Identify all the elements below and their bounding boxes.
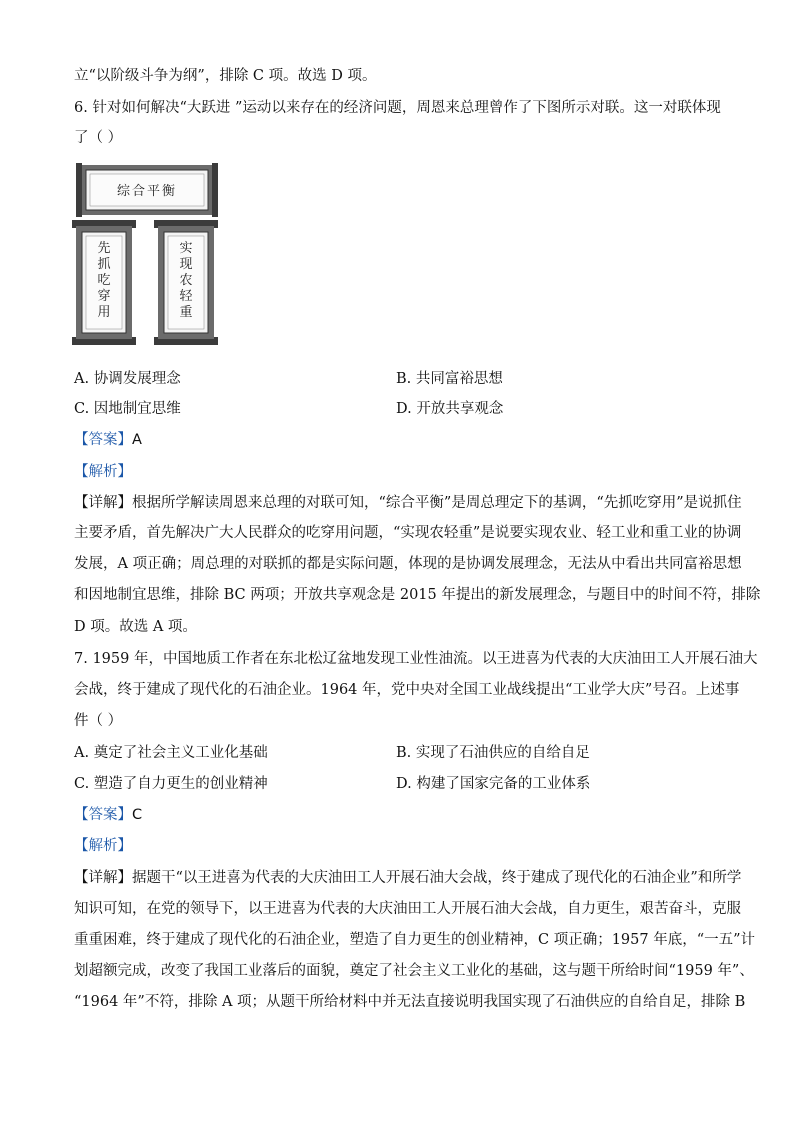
q6-detail-line-3: 发展，A 项正确；周总理的对联抓的都是实际问题，体现的是协调发展理念，无法从中看出共同富裕思想 xyxy=(74,556,742,572)
q7-stem-line-1: 7. 1959 年，中国地质工作者在东北松辽盆地发现工业性油流。以王进喜为代表的大庆油田工人开展石油大 xyxy=(74,651,758,667)
right-scroll-text-char: 实 xyxy=(179,241,193,256)
q7-answer xyxy=(74,805,142,825)
q7-detail-line-4: 划超额完成，改变了我国工业落后的面貌，奠定了社会主义工业化的基础，这与题干所给时间“1959 年”、 xyxy=(74,963,754,979)
q6-option-d: D. 开放共享观念 xyxy=(396,401,504,417)
right-scroll-text-char: 现 xyxy=(179,257,193,272)
q6-analysis-label: 【解析】 xyxy=(74,464,132,480)
q6-stem-line1: 6. 针对如何解决“大跃进 ”运动以来存在的经济问题，周恩来总理曾作了下图所示对联。这一对联体现 xyxy=(74,100,721,116)
q6-answer-value: A xyxy=(132,432,142,448)
horizontal-scroll-text: 综合平衡 xyxy=(116,184,178,199)
q7-option-a: A. 奠定了社会主义工业化基础 xyxy=(74,745,268,761)
right-scroll-text-char: 轻 xyxy=(179,289,193,304)
q6-detail-line-5: D 项。故选 A 项。 xyxy=(74,619,197,635)
q6-detail-line-1: 【详解】根据所学解读周恩来总理的对联可知，“综合平衡”是周总理定下的基调，“先抓吃穿用”是说抓住 xyxy=(74,495,742,511)
q7-detail-line-5: “1964 年”不符，排除 A 项；从题干所给材料中并无法直接说明我国实现了石油供应的自给自足，排除 B xyxy=(74,994,746,1010)
q7-option-d: D. 构建了国家完备的工业体系 xyxy=(396,776,591,792)
left-scroll-text xyxy=(97,240,110,320)
q6-stem-line2: 了（ ） xyxy=(74,130,123,146)
q6-detail-line-4: 和因地制宜思维，排除 BC 两项；开放共享观念是 2015 年提出的新发展理念，与题目中的时间不符，排除 xyxy=(74,587,761,603)
q7-stem-line-2: 会战，终于建成了现代化的石油企业。1964 年，党中央对全国工业战线提出“工业学大庆”号召。上述事 xyxy=(74,682,740,698)
left-scroll-text-char: 抓 xyxy=(97,257,111,272)
q6-option-a: A. 协调发展理念 xyxy=(74,371,181,387)
q6-answer-label: 【答案】 xyxy=(74,432,132,448)
left-scroll-text-char: 先 xyxy=(97,241,111,256)
left-scroll-text-char: 用 xyxy=(97,305,111,320)
right-scroll-text-char: 农 xyxy=(179,273,193,288)
couplet-image xyxy=(72,160,222,350)
left-scroll-text-char: 吃 xyxy=(97,273,111,288)
right-scroll-text-char: 重 xyxy=(179,305,193,320)
q7-option-c: C. 塑造了自力更生的创业精神 xyxy=(74,776,268,792)
q6-option-b: B. 共同富裕思想 xyxy=(396,371,503,387)
q6-option-c: C. 因地制宜思维 xyxy=(74,401,181,417)
q7-detail-line-1: 【详解】据题干“以王进喜为代表的大庆油田工人开展石油大会战，终于建成了现代化的石油企业”和所学 xyxy=(74,870,742,886)
q7-answer-value: C xyxy=(132,807,143,823)
q7-stem-line-3: 件（ ） xyxy=(74,713,123,729)
q7-detail-line-3: 重重困难，终于建成了现代化的石油企业，塑造了自力更生的创业精神，C 项正确；1957 年底，“一五”计 xyxy=(74,932,756,948)
q7-answer-label: 【答案】 xyxy=(74,807,132,823)
q6-detail-line-2: 主要矛盾，首先解决广大人民群众的吃穿用问题，“实现农轻重”是说要实现农业、轻工业和重工业的协调 xyxy=(74,525,742,541)
prev-answer-tail: 立“以阶级斗争为纲”，排除 C 项。故选 D 项。 xyxy=(74,68,377,84)
q7-detail-line-2: 知识可知，在党的领导下，以王进喜为代表的大庆油田工人开展石油大会战，自力更生，艰苦奋斗，克服 xyxy=(74,901,741,917)
q7-option-b: B. 实现了石油供应的自给自足 xyxy=(396,745,590,761)
q6-answer xyxy=(74,430,142,450)
left-scroll-text-char: 穿 xyxy=(97,289,111,304)
q7-analysis-label: 【解析】 xyxy=(74,838,132,854)
right-scroll-text xyxy=(179,241,193,320)
